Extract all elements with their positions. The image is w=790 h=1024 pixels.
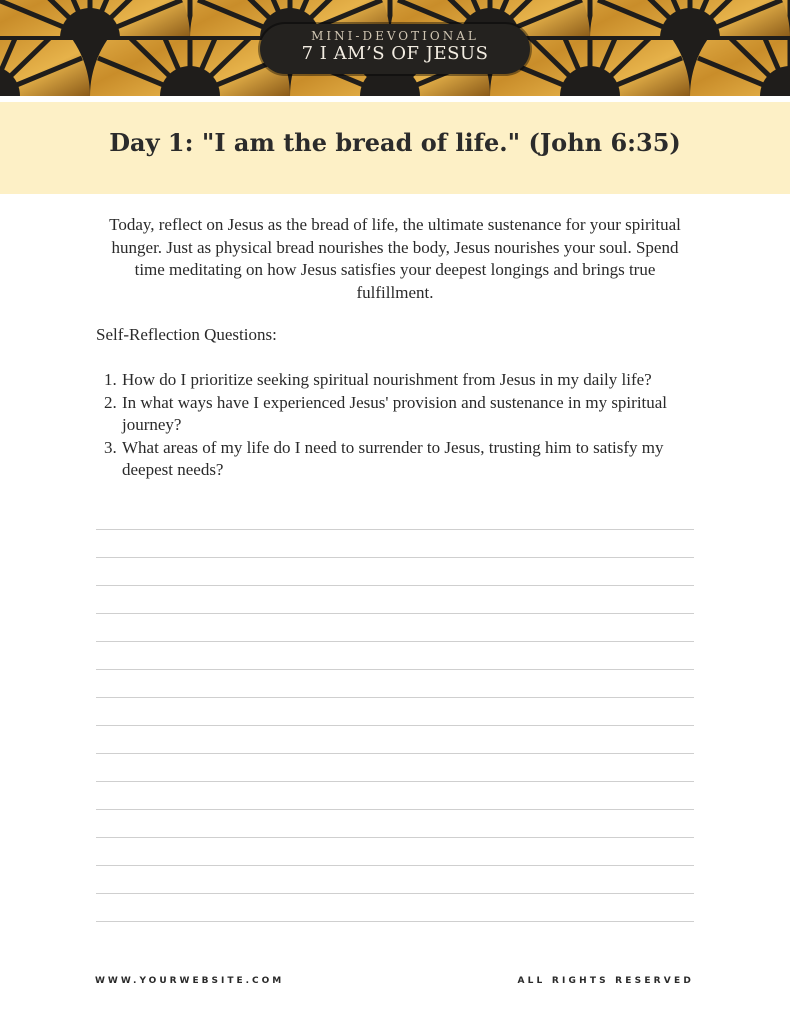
title-band [0,102,790,194]
writing-lines [96,529,694,949]
writing-line[interactable] [96,725,694,726]
list-number: 1. [104,370,117,389]
writing-line[interactable] [96,865,694,866]
writing-line[interactable] [96,893,694,894]
writing-line[interactable] [96,613,694,614]
questions-list [96,369,694,482]
question-text: In what ways have I experienced Jesus' provision and sustenance in my spiritual journey? [122,393,668,434]
banner-title: 7 I AM’S OF JESUS [301,43,489,64]
writing-line[interactable] [96,753,694,754]
list-number: 2. [104,393,117,412]
writing-line[interactable] [96,557,694,558]
list-item [96,437,694,481]
intro-paragraph: Today, reflect on Jesus as the bread of life, the ultimate sustenance for your spiritual hunger. Just as physical bread nourishes the body, Jesus nourishes your soul. Spend time meditating on how Jesus satisfies your deepest longings and brings true fulfillment. [109,215,681,302]
question-text: How do I prioritize seeking spiritual nourishment from Jesus in my daily life? [122,370,652,389]
writing-line[interactable] [96,781,694,782]
banner-subtitle: MINI-DEVOTIONAL [311,29,479,43]
writing-line[interactable] [96,837,694,838]
list-item [96,369,694,391]
footer-rights: ALL RIGHTS RESERVED [517,976,694,986]
header-banner [0,0,790,96]
writing-line[interactable] [96,809,694,810]
writing-line[interactable] [96,529,694,530]
footer-website: WWW.YOURWEBSITE.COM [95,976,285,986]
writing-line[interactable] [96,641,694,642]
writing-line[interactable] [96,697,694,698]
questions-heading: Self-Reflection Questions: [96,325,277,344]
banner-title-badge [260,24,530,74]
writing-line[interactable] [96,585,694,586]
list-item [96,392,694,436]
page-title: Day 1: "I am the bread of life." (John 6:35) [109,128,681,157]
writing-line[interactable] [96,669,694,670]
list-number: 3. [104,438,117,457]
writing-line[interactable] [96,921,694,922]
question-text: What areas of my life do I need to surrender to Jesus, trusting him to satisfy my deepest needs? [122,438,664,479]
